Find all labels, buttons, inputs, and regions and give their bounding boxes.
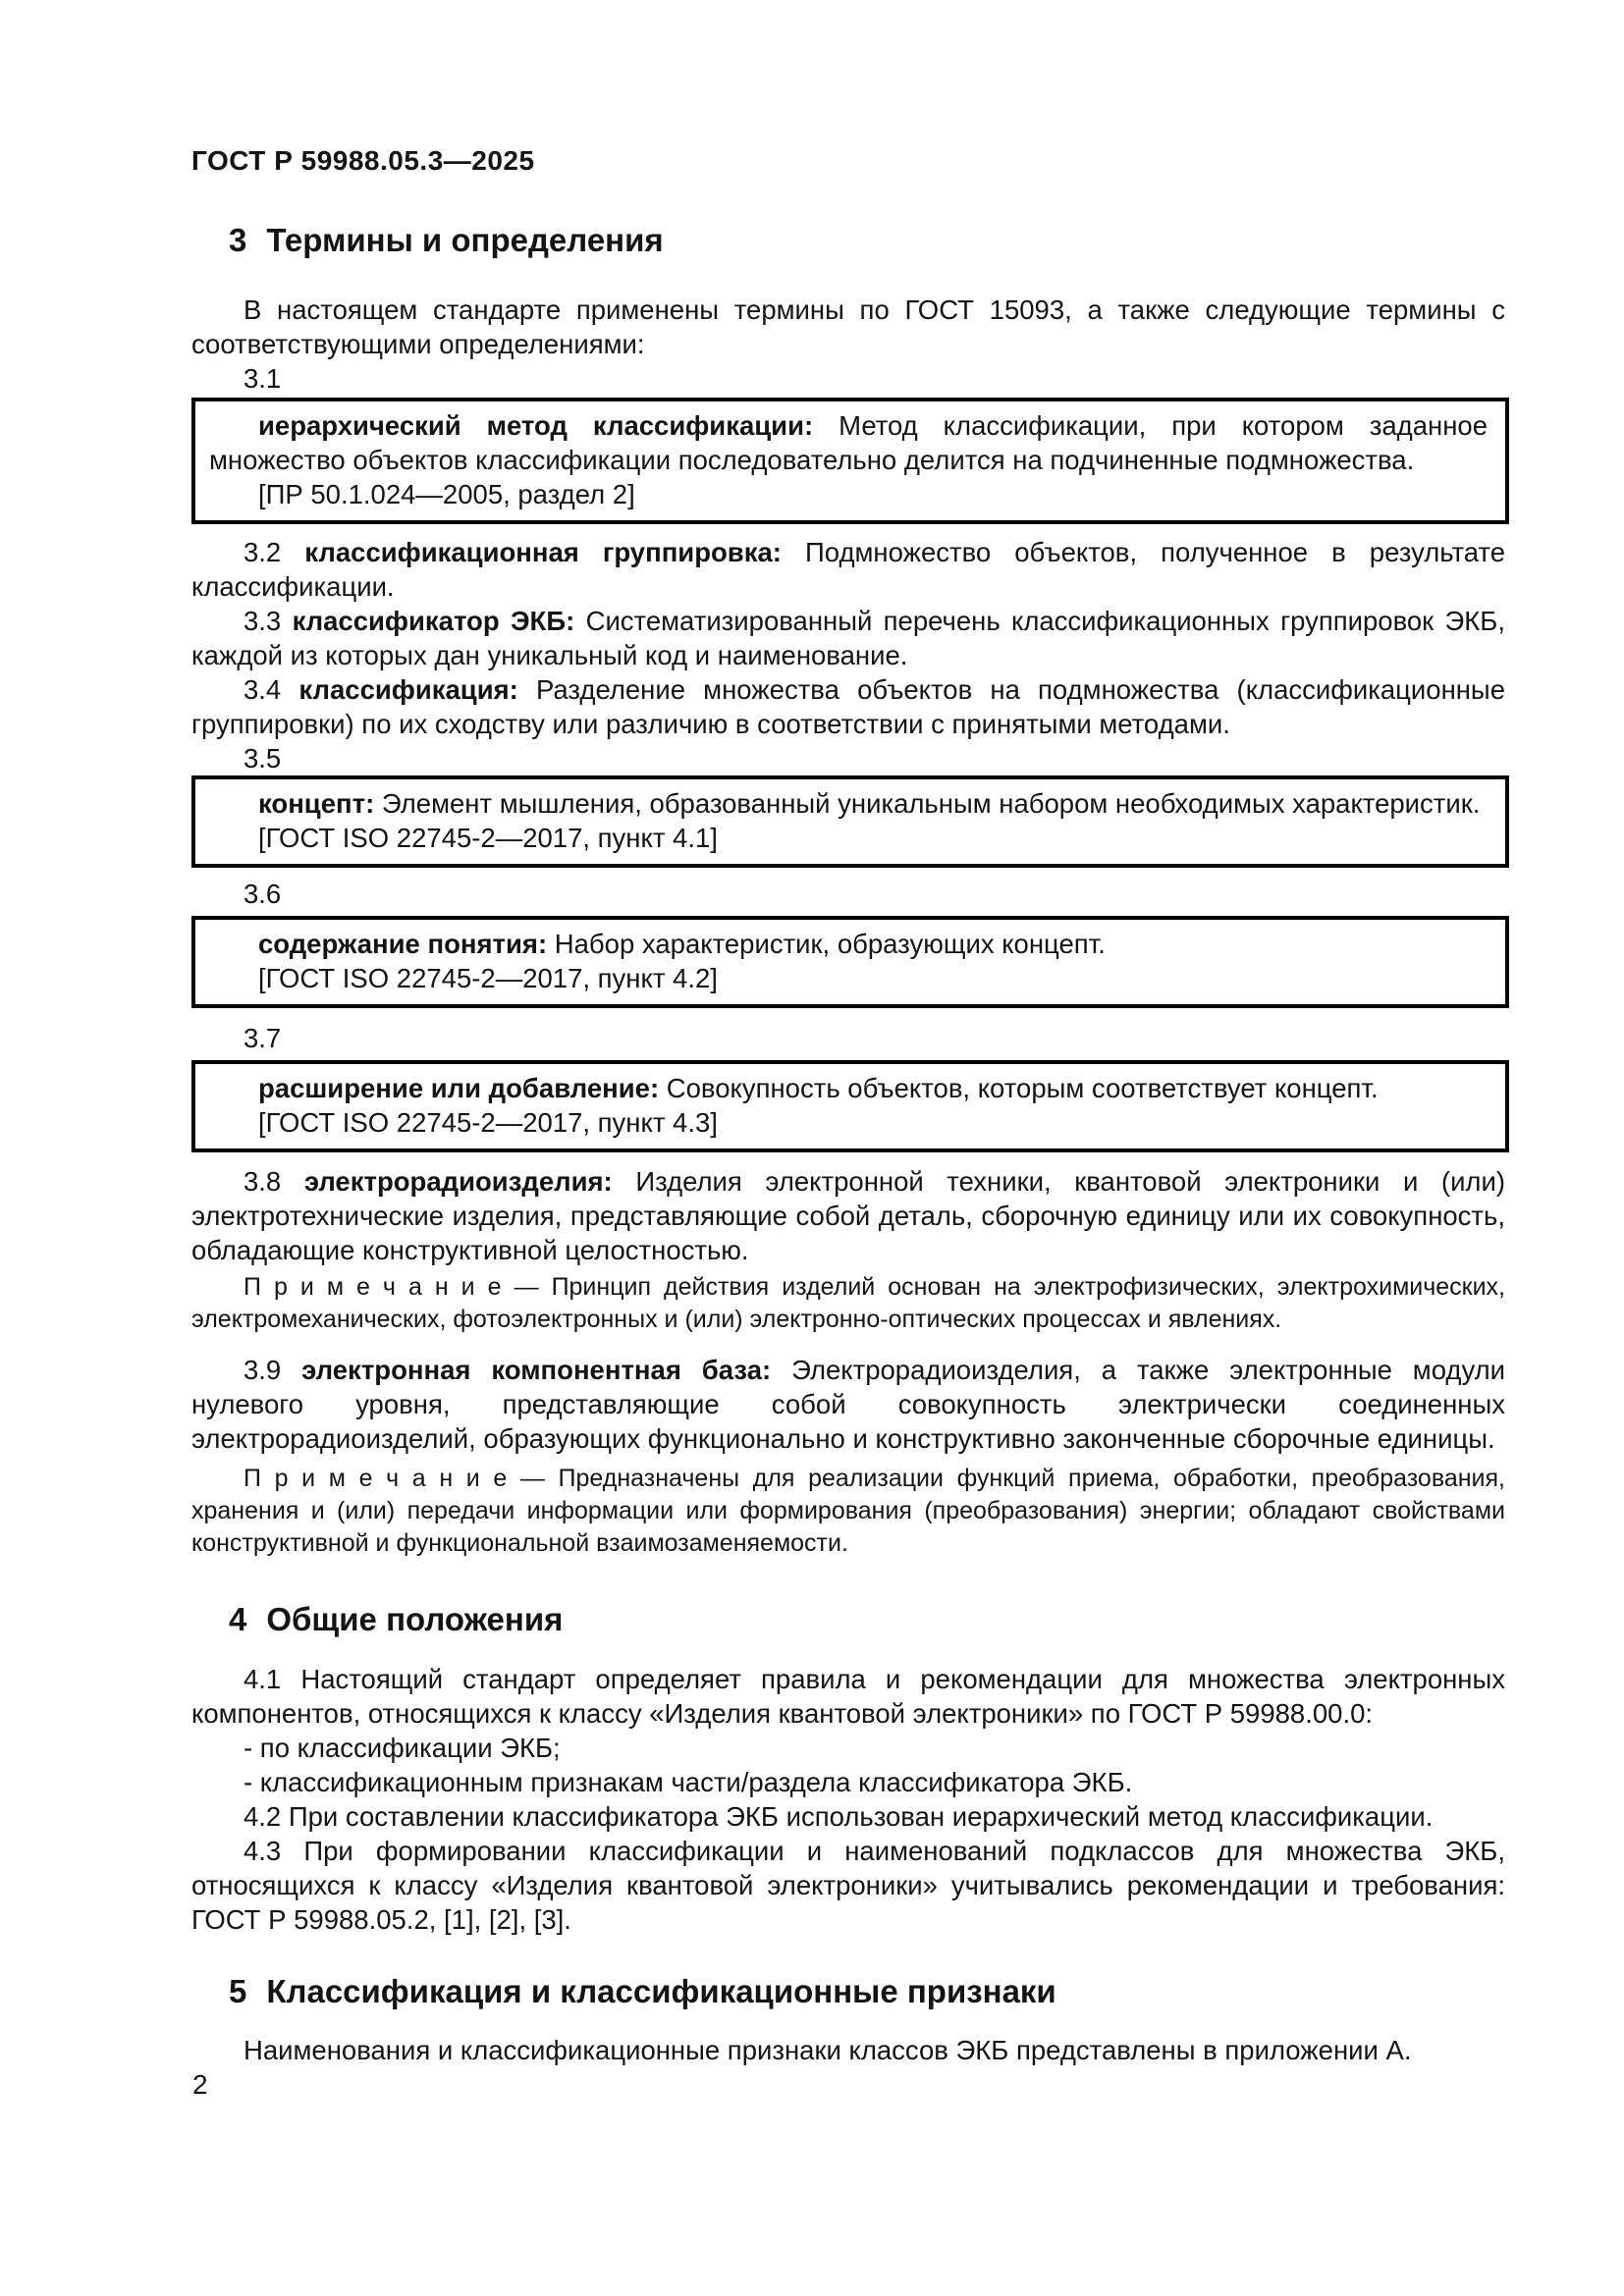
term-3-7: расширение или добавление: [258,1073,660,1103]
source-3-6: [ГОСТ ISO 22745-2—2017, пункт 4.2] [258,963,718,993]
paragraph-5-intro: Наименования и классификационные признаки классов ЭКБ представлены в приложении А. [244,2035,1412,2065]
term-3-3: классификатор ЭКБ: [292,606,575,636]
term-3-8: электрорадиоизделия: [303,1166,613,1197]
source-3-5: [ГОСТ ISO 22745-2—2017, пункт 4.1] [258,823,718,853]
definition-box-3-5 [191,775,1509,868]
note-3-8: П р и м е ч а н и е — Принцип действия изделий основан на электрофизических, электрохимических, электромеханических, фотоэлектронных и (или) электронно-оптических процессах и явлениях. [191,1273,1506,1333]
standard-designation: ГОСТ Р 59988.05.3—2025 [191,145,535,176]
section-5-heading [191,1972,1543,2011]
paragraph-4-2: 4.2 При составлении классификатора ЭКБ использован иерархический метод классификации. [244,1801,1434,1832]
intro-paragraph: В настоящем стандарте применены термины по ГОСТ 15093, а также следующие термины с соответствующими определениями: [191,294,1505,359]
definition-3-7: расширение или добавление: Совокупность объектов, которым соответствует концепт. [258,1073,1379,1103]
section-3-title: Термины и определения [266,222,664,258]
section-5-number: 5 [229,1973,247,2009]
note-label: П р и м е ч а н и е [244,1273,502,1301]
term-3-4: классификация: [298,674,518,705]
list-item-classification: - по классификации ЭКБ; [244,1733,561,1763]
running-header [191,145,1505,177]
definition-box-3-6 [191,916,1509,1008]
section-4-body [191,1662,1505,1937]
paragraph-3-4: 3.4 классификация: Разделение множества объектов на подмножества (классификационные группировки) по их сходству или различию в соответствии с принятыми методами. [191,674,1505,739]
term-3-5: концепт: [258,788,375,819]
section-4-title: Общие положения [266,1601,564,1637]
section-5-title: Классификация и классификационные признаки [266,1973,1056,2009]
item-3-1-label: 3.1 [244,363,282,394]
section-3-number: 3 [229,222,247,258]
paragraph-3-3: 3.3 классификатор ЭКБ: Систематизированный перечень классификационных группировок ЭКБ, каждой из которых дан уникальный код и наименование. [191,606,1505,670]
paragraph-4-1: 4.1 Настоящий стандарт определяет правила и рекомендации для множества электронных компонентов, относящихся к классу «Изделия квантовой электроники» по ГОСТ Р 59988.00.0: [191,1664,1506,1729]
source-3-7: [ГОСТ ISO 22745-2—2017, пункт 4.3] [258,1107,718,1138]
section-3-heading [191,221,1543,260]
definition-box-3-7 [191,1060,1509,1152]
section-5-body [191,2033,1505,2067]
source-3-1: [ПР 50.1.024—2005, раздел 2] [258,479,635,509]
item-3-6-label: 3.6 [244,879,282,909]
item-3-7-label: 3.7 [244,1023,282,1053]
section-4-number: 4 [229,1601,247,1637]
paragraph-3-8: 3.8 электрорадиоизделия: Изделия электронной техники, квантовой электроники и (или) электротехнические изделия, представляющие собой деталь, сборочную единицу или их совокупность, обладающие конструктивной целостностью. [191,1166,1506,1265]
paragraph-4-3: 4.3 При формировании классификации и наименований подклассов для множества ЭКБ, относящихся к классу «Изделия квантовой электроники» учитывались рекомендации и требования: ГОСТ Р 59988.05.2, [1], [2], [3]. [191,1836,1505,1935]
item-3-5-label: 3.5 [244,743,282,774]
definition-3-5: концепт: Элемент мышления, образованный уникальным набором необходимых характеристик. [258,788,1481,819]
terms-3-2-to-3-5 [191,535,1505,775]
paragraph-3-2: 3.2 классификационная группировка: Подмножество объектов, полученное в результате классификации. [191,537,1506,602]
definition-box-3-1 [191,398,1509,524]
term-3-6: содержание понятия: [258,929,548,959]
note-3-9: П р и м е ч а н и е — Предназначены для реализации функций приема, обработки, преобразования, хранения и (или) передачи информации или формирования (преобразования) энергии; обладают свойствами конструктивной и функциональной взаимозаменяемости. [191,1465,1505,1557]
page-number: 2 [192,2069,208,2100]
list-item-attributes: - классификационным признакам части/раздела классификатора ЭКБ. [244,1767,1133,1797]
definition-3-1: иерархический метод классификации: Метод классификации, при котором заданное множество объектов классификации последовательно делится на подчиненные подмножества. [209,410,1488,475]
section-4-heading [191,1600,1543,1639]
term-3-9: электронная компонентная база: [301,1355,772,1385]
section-3-intro [191,293,1505,396]
note-label: П р и м е ч а н и е [244,1465,508,1492]
term-3-2: классификационная группировка: [304,537,782,567]
paragraph-3-9: 3.9 электронная компонентная база: Электрорадиоизделия, а также электронные модули нулевого уровня, представляющие собой совокупность электрически соединенных электрорадиоизделий, образующих функционально и конструктивно законченные сборочные единицы. [191,1355,1506,1454]
definition-3-6: содержание понятия: Набор характеристик, образующих концепт. [258,929,1106,959]
term-3-1: иерархический метод классификации: [258,410,814,441]
